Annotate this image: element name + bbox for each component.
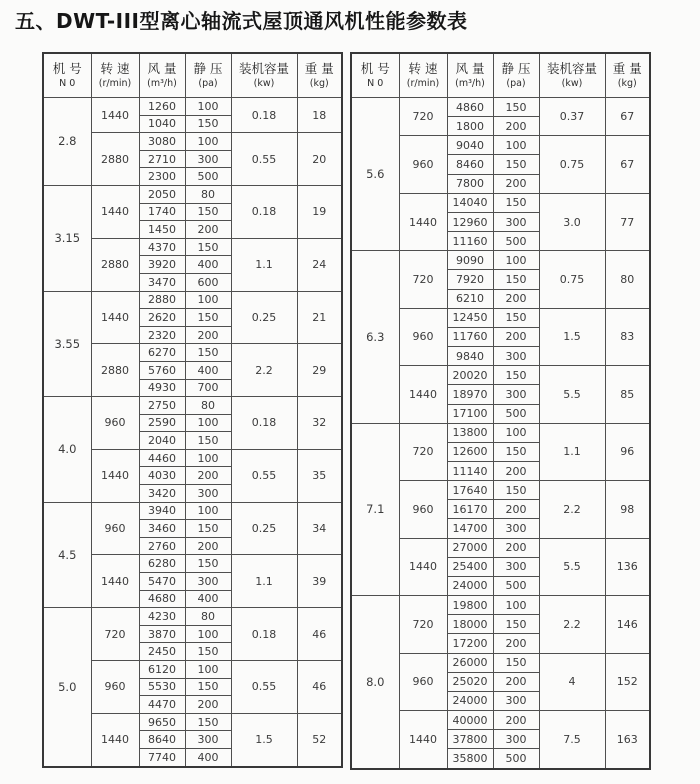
cell-static-pressure: 150 — [185, 344, 231, 362]
cell-static-pressure: 150 — [185, 520, 231, 538]
cell-airflow: 2450 — [139, 643, 185, 661]
cell-airflow: 4930 — [139, 379, 185, 397]
column-header-airflow — [139, 53, 185, 98]
cell-speed: 960 — [91, 502, 139, 555]
cell-airflow: 8460 — [447, 155, 493, 174]
cell-speed: 960 — [399, 481, 447, 538]
cell-airflow: 2050 — [139, 185, 185, 203]
cell-airflow: 18970 — [447, 385, 493, 404]
cell-static-pressure: 100 — [185, 414, 231, 432]
cell-airflow: 24000 — [447, 576, 493, 595]
cell-installed-power: 4 — [539, 653, 605, 710]
cell-static-pressure: 200 — [185, 221, 231, 239]
column-unit: N 0 — [59, 78, 76, 90]
cell-installed-power: 0.18 — [231, 608, 297, 661]
column-title: 机 号 — [52, 61, 82, 77]
cell-static-pressure: 150 — [185, 238, 231, 256]
cell-airflow: 9650 — [139, 713, 185, 731]
table-row — [351, 596, 650, 615]
cell-static-pressure: 200 — [493, 672, 539, 691]
cell-airflow: 37800 — [447, 730, 493, 749]
cell-airflow: 1040 — [139, 115, 185, 133]
cell-fan-no: 3.15 — [43, 185, 91, 291]
cell-airflow: 19800 — [447, 596, 493, 615]
cell-airflow: 4230 — [139, 608, 185, 626]
cell-speed: 720 — [399, 251, 447, 308]
cell-static-pressure: 200 — [493, 327, 539, 346]
cell-airflow: 6280 — [139, 555, 185, 573]
cell-weight: 163 — [605, 711, 650, 770]
column-unit: (m³/h) — [455, 78, 485, 90]
column-unit: (m³/h) — [147, 78, 177, 90]
cell-speed: 1440 — [91, 291, 139, 344]
header-row — [351, 53, 650, 98]
cell-weight: 24 — [297, 238, 342, 291]
cell-static-pressure: 200 — [185, 467, 231, 485]
cell-installed-power: 2.2 — [539, 596, 605, 653]
column-unit: N 0 — [367, 78, 384, 90]
cell-static-pressure: 150 — [185, 555, 231, 573]
cell-installed-power: 0.37 — [539, 98, 605, 136]
cell-static-pressure: 100 — [185, 133, 231, 151]
cell-fan-no: 8.0 — [351, 596, 399, 769]
cell-airflow: 7800 — [447, 174, 493, 193]
table-row — [351, 98, 650, 117]
cell-airflow: 4860 — [447, 98, 493, 117]
cell-static-pressure: 300 — [185, 573, 231, 591]
cell-static-pressure: 400 — [185, 748, 231, 767]
cell-airflow: 2040 — [139, 432, 185, 450]
cell-installed-power: 0.25 — [231, 291, 297, 344]
cell-airflow: 17200 — [447, 634, 493, 653]
cell-static-pressure: 100 — [493, 596, 539, 615]
cell-speed: 960 — [399, 136, 447, 193]
cell-static-pressure: 400 — [185, 361, 231, 379]
column-header-installed-power — [231, 53, 297, 98]
cell-airflow: 2300 — [139, 168, 185, 186]
table-row — [351, 423, 650, 442]
cell-speed: 1440 — [399, 366, 447, 423]
cell-speed: 1440 — [399, 711, 447, 770]
cell-installed-power: 2.2 — [231, 344, 297, 397]
cell-weight: 136 — [605, 538, 650, 595]
cell-airflow: 4470 — [139, 696, 185, 714]
cell-speed: 960 — [399, 653, 447, 710]
cell-static-pressure: 200 — [185, 326, 231, 344]
cell-airflow: 2750 — [139, 397, 185, 415]
cell-weight: 96 — [605, 423, 650, 480]
cell-weight: 29 — [297, 344, 342, 397]
cell-weight: 32 — [297, 397, 342, 450]
cell-static-pressure: 500 — [493, 232, 539, 251]
cell-speed: 1440 — [399, 193, 447, 250]
cell-airflow: 13800 — [447, 423, 493, 442]
column-header-static-pressure — [185, 53, 231, 98]
cell-static-pressure: 80 — [185, 608, 231, 626]
cell-airflow: 35800 — [447, 749, 493, 769]
column-header-speed — [91, 53, 139, 98]
cell-speed: 1440 — [91, 98, 139, 133]
cell-static-pressure: 150 — [493, 442, 539, 461]
cell-installed-power: 3.0 — [539, 193, 605, 250]
column-unit: (r/min) — [98, 78, 132, 90]
cell-weight: 146 — [605, 596, 650, 653]
cell-static-pressure: 150 — [493, 615, 539, 634]
cell-airflow: 1800 — [447, 117, 493, 136]
cell-airflow: 27000 — [447, 538, 493, 557]
cell-static-pressure: 150 — [185, 713, 231, 731]
cell-installed-power: 1.1 — [231, 555, 297, 608]
cell-weight: 77 — [605, 193, 650, 250]
cell-airflow: 40000 — [447, 711, 493, 730]
column-header-static-pressure — [493, 53, 539, 98]
cell-installed-power: 1.1 — [539, 423, 605, 480]
cell-fan-no: 5.0 — [43, 608, 91, 767]
cell-speed: 2880 — [91, 238, 139, 291]
column-title: 静 压 — [193, 61, 223, 77]
cell-airflow: 9840 — [447, 347, 493, 366]
cell-installed-power: 5.5 — [539, 366, 605, 423]
cell-airflow: 2880 — [139, 291, 185, 309]
cell-static-pressure: 500 — [185, 168, 231, 186]
cell-weight: 21 — [297, 291, 342, 344]
cell-fan-no: 3.55 — [43, 291, 91, 397]
table-row — [43, 185, 342, 203]
cell-fan-no: 2.8 — [43, 98, 91, 186]
cell-airflow: 24000 — [447, 691, 493, 710]
cell-static-pressure: 100 — [185, 98, 231, 116]
cell-installed-power: 0.55 — [231, 661, 297, 714]
cell-airflow: 5530 — [139, 678, 185, 696]
cell-static-pressure: 100 — [493, 423, 539, 442]
cell-speed: 960 — [91, 397, 139, 450]
column-title: 转 速 — [408, 61, 438, 77]
cell-static-pressure: 300 — [493, 347, 539, 366]
cell-speed: 720 — [399, 423, 447, 480]
cell-airflow: 12960 — [447, 212, 493, 231]
column-header-speed — [399, 53, 447, 98]
cell-static-pressure: 200 — [493, 538, 539, 557]
column-unit: (pa) — [198, 78, 218, 90]
cell-fan-no: 7.1 — [351, 423, 399, 595]
cell-airflow: 4460 — [139, 449, 185, 467]
cell-weight: 67 — [605, 98, 650, 136]
cell-static-pressure: 100 — [185, 291, 231, 309]
cell-weight: 39 — [297, 555, 342, 608]
performance-table-left — [42, 52, 343, 768]
cell-static-pressure: 150 — [185, 309, 231, 327]
cell-airflow: 2620 — [139, 309, 185, 327]
table-row — [43, 291, 342, 309]
column-unit: (r/min) — [406, 78, 440, 90]
cell-static-pressure: 150 — [493, 481, 539, 500]
cell-airflow: 25020 — [447, 672, 493, 691]
column-title: 装机容量 — [238, 61, 289, 77]
column-title: 风 量 — [455, 61, 485, 77]
cell-static-pressure: 150 — [493, 366, 539, 385]
column-unit: (kg) — [617, 78, 637, 90]
cell-speed: 720 — [399, 596, 447, 653]
cell-airflow: 11140 — [447, 461, 493, 480]
cell-weight: 18 — [297, 98, 342, 133]
cell-static-pressure: 80 — [185, 185, 231, 203]
column-unit: (kg) — [309, 78, 329, 90]
column-header-weight — [605, 53, 650, 98]
cell-airflow: 6210 — [447, 289, 493, 308]
cell-airflow: 3940 — [139, 502, 185, 520]
table-row — [43, 98, 342, 116]
cell-weight: 19 — [297, 185, 342, 238]
cell-airflow: 3420 — [139, 485, 185, 503]
cell-static-pressure: 300 — [493, 557, 539, 576]
cell-installed-power: 0.25 — [231, 502, 297, 555]
cell-static-pressure: 100 — [185, 625, 231, 643]
cell-airflow: 6270 — [139, 344, 185, 362]
cell-static-pressure: 500 — [493, 576, 539, 595]
cell-installed-power: 0.75 — [539, 251, 605, 308]
cell-airflow: 2590 — [139, 414, 185, 432]
column-title: 转 速 — [100, 61, 130, 77]
cell-static-pressure: 400 — [185, 590, 231, 608]
cell-speed: 1440 — [91, 713, 139, 767]
cell-static-pressure: 500 — [493, 404, 539, 423]
column-header-weight — [297, 53, 342, 98]
cell-installed-power: 1.1 — [231, 238, 297, 291]
column-title: 重 量 — [612, 61, 642, 77]
cell-installed-power: 0.55 — [231, 449, 297, 502]
cell-weight: 52 — [297, 713, 342, 767]
cell-static-pressure: 200 — [185, 696, 231, 714]
cell-static-pressure: 150 — [493, 270, 539, 289]
cell-speed: 720 — [399, 98, 447, 136]
table-row — [351, 251, 650, 270]
cell-airflow: 3460 — [139, 520, 185, 538]
cell-airflow: 1260 — [139, 98, 185, 116]
cell-fan-no: 4.5 — [43, 502, 91, 608]
column-header-fan-no — [351, 53, 399, 98]
cell-airflow: 9040 — [447, 136, 493, 155]
column-unit: (kw) — [253, 78, 275, 90]
column-title: 静 压 — [501, 61, 531, 77]
cell-static-pressure: 200 — [493, 461, 539, 480]
cell-airflow: 7740 — [139, 748, 185, 767]
column-title: 风 量 — [147, 61, 177, 77]
table-row — [43, 502, 342, 520]
cell-installed-power: 0.18 — [231, 98, 297, 133]
cell-airflow: 11160 — [447, 232, 493, 251]
cell-installed-power: 0.75 — [539, 136, 605, 193]
column-title: 装机容量 — [546, 61, 597, 77]
header-row — [43, 53, 342, 98]
cell-static-pressure: 150 — [185, 432, 231, 450]
cell-static-pressure: 150 — [493, 155, 539, 174]
cell-static-pressure: 150 — [185, 643, 231, 661]
cell-airflow: 4680 — [139, 590, 185, 608]
cell-speed: 1440 — [91, 185, 139, 238]
cell-airflow: 6120 — [139, 661, 185, 679]
cell-static-pressure: 700 — [185, 379, 231, 397]
cell-airflow: 3080 — [139, 133, 185, 151]
page-title: 五、DWT-III型离心轴流式屋顶通风机性能参数表 — [15, 9, 468, 33]
cell-weight: 20 — [297, 133, 342, 186]
cell-static-pressure: 300 — [493, 519, 539, 538]
cell-static-pressure: 200 — [493, 289, 539, 308]
cell-static-pressure: 150 — [185, 115, 231, 133]
cell-static-pressure: 150 — [493, 653, 539, 672]
cell-speed: 2880 — [91, 344, 139, 397]
cell-static-pressure: 150 — [185, 678, 231, 696]
cell-static-pressure: 200 — [493, 634, 539, 653]
cell-static-pressure: 200 — [493, 117, 539, 136]
cell-airflow: 18000 — [447, 615, 493, 634]
cell-static-pressure: 150 — [493, 98, 539, 117]
cell-speed: 1440 — [91, 449, 139, 502]
cell-fan-no: 4.0 — [43, 397, 91, 503]
cell-speed: 2880 — [91, 133, 139, 186]
cell-static-pressure: 200 — [493, 174, 539, 193]
cell-static-pressure: 150 — [493, 193, 539, 212]
cell-airflow: 12450 — [447, 308, 493, 327]
cell-airflow: 11760 — [447, 327, 493, 346]
cell-airflow: 5760 — [139, 361, 185, 379]
cell-airflow: 4370 — [139, 238, 185, 256]
cell-airflow: 2710 — [139, 150, 185, 168]
cell-static-pressure: 150 — [185, 203, 231, 221]
cell-static-pressure: 200 — [185, 537, 231, 555]
cell-weight: 85 — [605, 366, 650, 423]
cell-airflow: 14040 — [447, 193, 493, 212]
cell-static-pressure: 600 — [185, 273, 231, 291]
cell-airflow: 3920 — [139, 256, 185, 274]
cell-static-pressure: 300 — [185, 485, 231, 503]
cell-installed-power: 0.18 — [231, 185, 297, 238]
cell-weight: 34 — [297, 502, 342, 555]
cell-weight: 80 — [605, 251, 650, 308]
cell-airflow: 12600 — [447, 442, 493, 461]
cell-airflow: 3470 — [139, 273, 185, 291]
cell-airflow: 2760 — [139, 537, 185, 555]
cell-speed: 720 — [91, 608, 139, 661]
cell-installed-power: 7.5 — [539, 711, 605, 770]
column-title: 重 量 — [304, 61, 334, 77]
cell-weight: 98 — [605, 481, 650, 538]
cell-weight: 46 — [297, 608, 342, 661]
cell-fan-no: 5.6 — [351, 98, 399, 251]
cell-airflow: 25400 — [447, 557, 493, 576]
cell-installed-power: 1.5 — [539, 308, 605, 365]
cell-static-pressure: 100 — [493, 251, 539, 270]
cell-airflow: 7920 — [447, 270, 493, 289]
cell-weight: 83 — [605, 308, 650, 365]
cell-installed-power: 2.2 — [539, 481, 605, 538]
cell-static-pressure: 300 — [493, 730, 539, 749]
cell-installed-power: 0.55 — [231, 133, 297, 186]
cell-airflow: 20020 — [447, 366, 493, 385]
cell-installed-power: 1.5 — [231, 713, 297, 767]
cell-airflow: 4030 — [139, 467, 185, 485]
table-row — [43, 608, 342, 626]
cell-static-pressure: 200 — [493, 711, 539, 730]
cell-static-pressure: 150 — [493, 308, 539, 327]
cell-speed: 1440 — [399, 538, 447, 595]
cell-static-pressure: 200 — [493, 500, 539, 519]
cell-static-pressure: 300 — [493, 691, 539, 710]
cell-static-pressure: 300 — [185, 150, 231, 168]
column-unit: (pa) — [506, 78, 526, 90]
cell-speed: 960 — [91, 661, 139, 714]
cell-airflow: 8640 — [139, 731, 185, 749]
cell-installed-power: 5.5 — [539, 538, 605, 595]
table-row — [43, 397, 342, 415]
cell-airflow: 1740 — [139, 203, 185, 221]
cell-airflow: 17640 — [447, 481, 493, 500]
cell-static-pressure: 300 — [185, 731, 231, 749]
cell-airflow: 3870 — [139, 625, 185, 643]
cell-airflow: 16170 — [447, 500, 493, 519]
column-unit: (kw) — [561, 78, 583, 90]
column-title: 机 号 — [360, 61, 390, 77]
cell-airflow: 5470 — [139, 573, 185, 591]
cell-fan-no: 6.3 — [351, 251, 399, 423]
cell-static-pressure: 400 — [185, 256, 231, 274]
column-header-airflow — [447, 53, 493, 98]
cell-static-pressure: 100 — [493, 136, 539, 155]
cell-airflow: 17100 — [447, 404, 493, 423]
cell-static-pressure: 100 — [185, 661, 231, 679]
cell-installed-power: 0.18 — [231, 397, 297, 450]
cell-airflow: 26000 — [447, 653, 493, 672]
cell-weight: 67 — [605, 136, 650, 193]
cell-airflow: 2320 — [139, 326, 185, 344]
cell-airflow: 14700 — [447, 519, 493, 538]
cell-speed: 960 — [399, 308, 447, 365]
cell-static-pressure: 80 — [185, 397, 231, 415]
cell-speed: 1440 — [91, 555, 139, 608]
cell-static-pressure: 300 — [493, 212, 539, 231]
column-header-installed-power — [539, 53, 605, 98]
cell-static-pressure: 300 — [493, 385, 539, 404]
cell-airflow: 1450 — [139, 221, 185, 239]
cell-weight: 152 — [605, 653, 650, 710]
cell-static-pressure: 100 — [185, 449, 231, 467]
performance-table-right — [350, 52, 651, 770]
column-header-fan-no — [43, 53, 91, 98]
cell-airflow: 9090 — [447, 251, 493, 270]
cell-static-pressure: 100 — [185, 502, 231, 520]
cell-weight: 35 — [297, 449, 342, 502]
cell-static-pressure: 500 — [493, 749, 539, 769]
cell-weight: 46 — [297, 661, 342, 714]
